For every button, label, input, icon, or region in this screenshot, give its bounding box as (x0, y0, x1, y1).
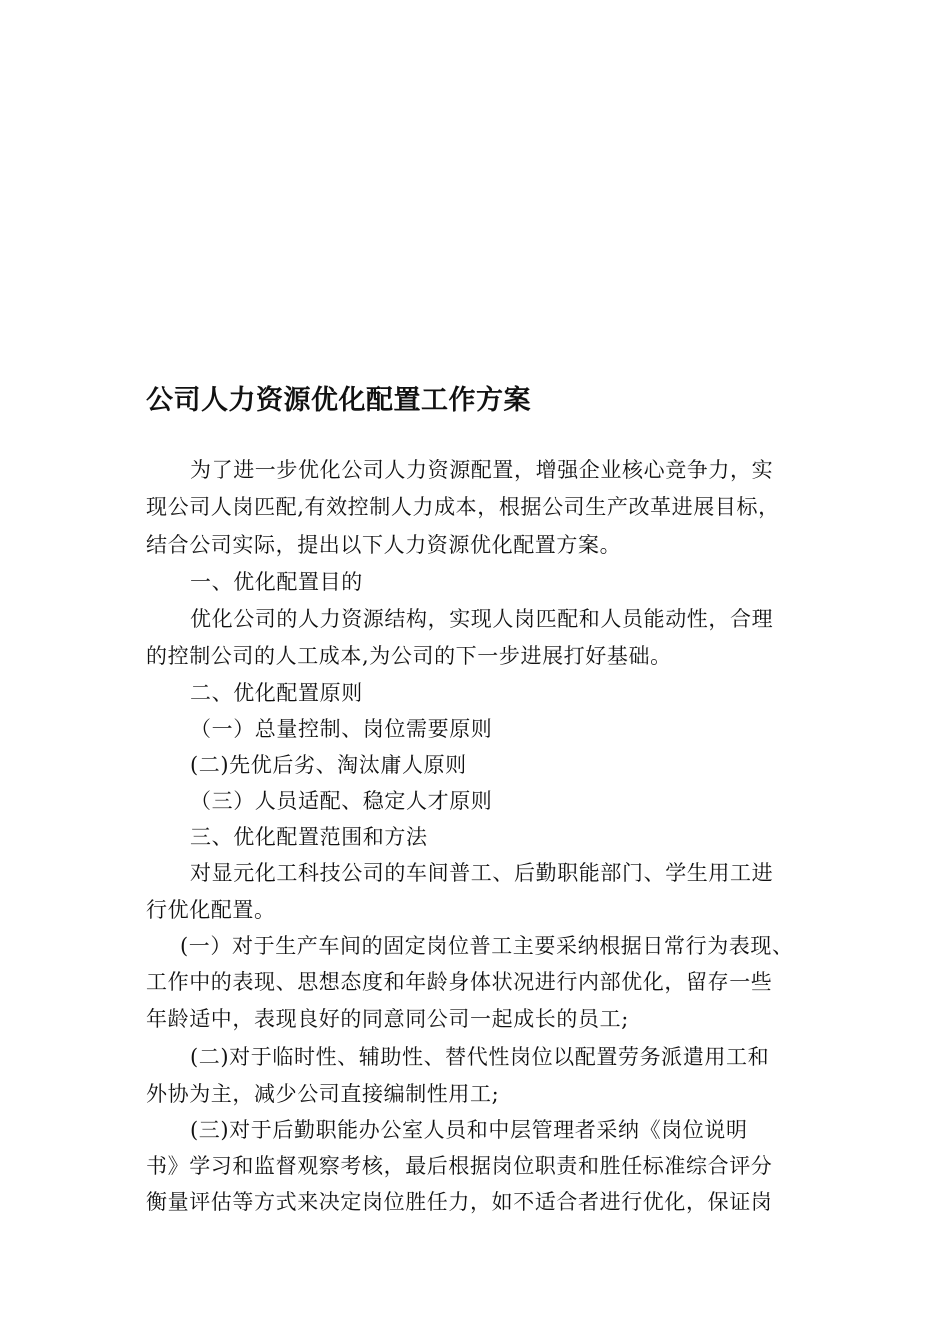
section-heading: 一、优化配置目的 (190, 570, 363, 594)
principle-item: (二)先优后劣、淘汰庸人原则 (190, 753, 467, 777)
paragraph-line: 结合公司实际，提出以下人力资源优化配置方案。 (146, 533, 622, 557)
paragraph-line: 年龄适中，表现良好的同意同公司一起成长的员工; (146, 1007, 629, 1031)
paragraph-line: 书》学习和监督观察考核，最后根据岗位职责和胜任标准综合评分 (146, 1154, 773, 1178)
principle-item: （三）人员适配、稳定人才原则 (190, 789, 493, 813)
paragraph-line: 外协为主，减少公司直接编制性用工; (146, 1082, 500, 1106)
paragraph-line: 对显元化工科技公司的车间普工、后勤职能部门、学生用工进 (190, 861, 774, 885)
paragraph-line: 工作中的表现、思想态度和年龄身体状况进行内部优化，留存一些 (146, 970, 773, 994)
paragraph-line: (三)对于后勤职能办公室人员和中层管理者采纳《岗位说明 (190, 1118, 748, 1142)
paragraph-line: 的控制公司的人工成本,为公司的下一步进展打好基础。 (146, 644, 672, 668)
paragraph-line: (一）对于生产车间的固定岗位普工主要采纳根据日常行为表现、 (180, 934, 794, 958)
paragraph-line: 现公司人岗匹配,有效控制人力成本，根据公司生产改革进展目标， (146, 495, 780, 519)
document-title: 公司人力资源优化配置工作方案 (146, 385, 531, 416)
paragraph-line: 为了进一步优化公司人力资源配置，增强企业核心竞争力，实 (190, 458, 774, 482)
section-heading: 二、优化配置原则 (190, 681, 363, 705)
paragraph-line: 优化公司的人力资源结构，实现人岗匹配和人员能动性，合理 (190, 607, 774, 631)
paragraph-line: 行优化配置。 (146, 898, 276, 922)
paragraph-line: 衡量评估等方式来决定岗位胜任力，如不适合者进行优化，保证岗 (146, 1190, 773, 1214)
paragraph-line: (二)对于临时性、辅助性、替代性岗位以配置劳务派遣用工和 (190, 1045, 770, 1069)
principle-item: （一）总量控制、岗位需要原则 (190, 717, 493, 741)
section-heading: 三、优化配置范围和方法 (190, 825, 428, 849)
